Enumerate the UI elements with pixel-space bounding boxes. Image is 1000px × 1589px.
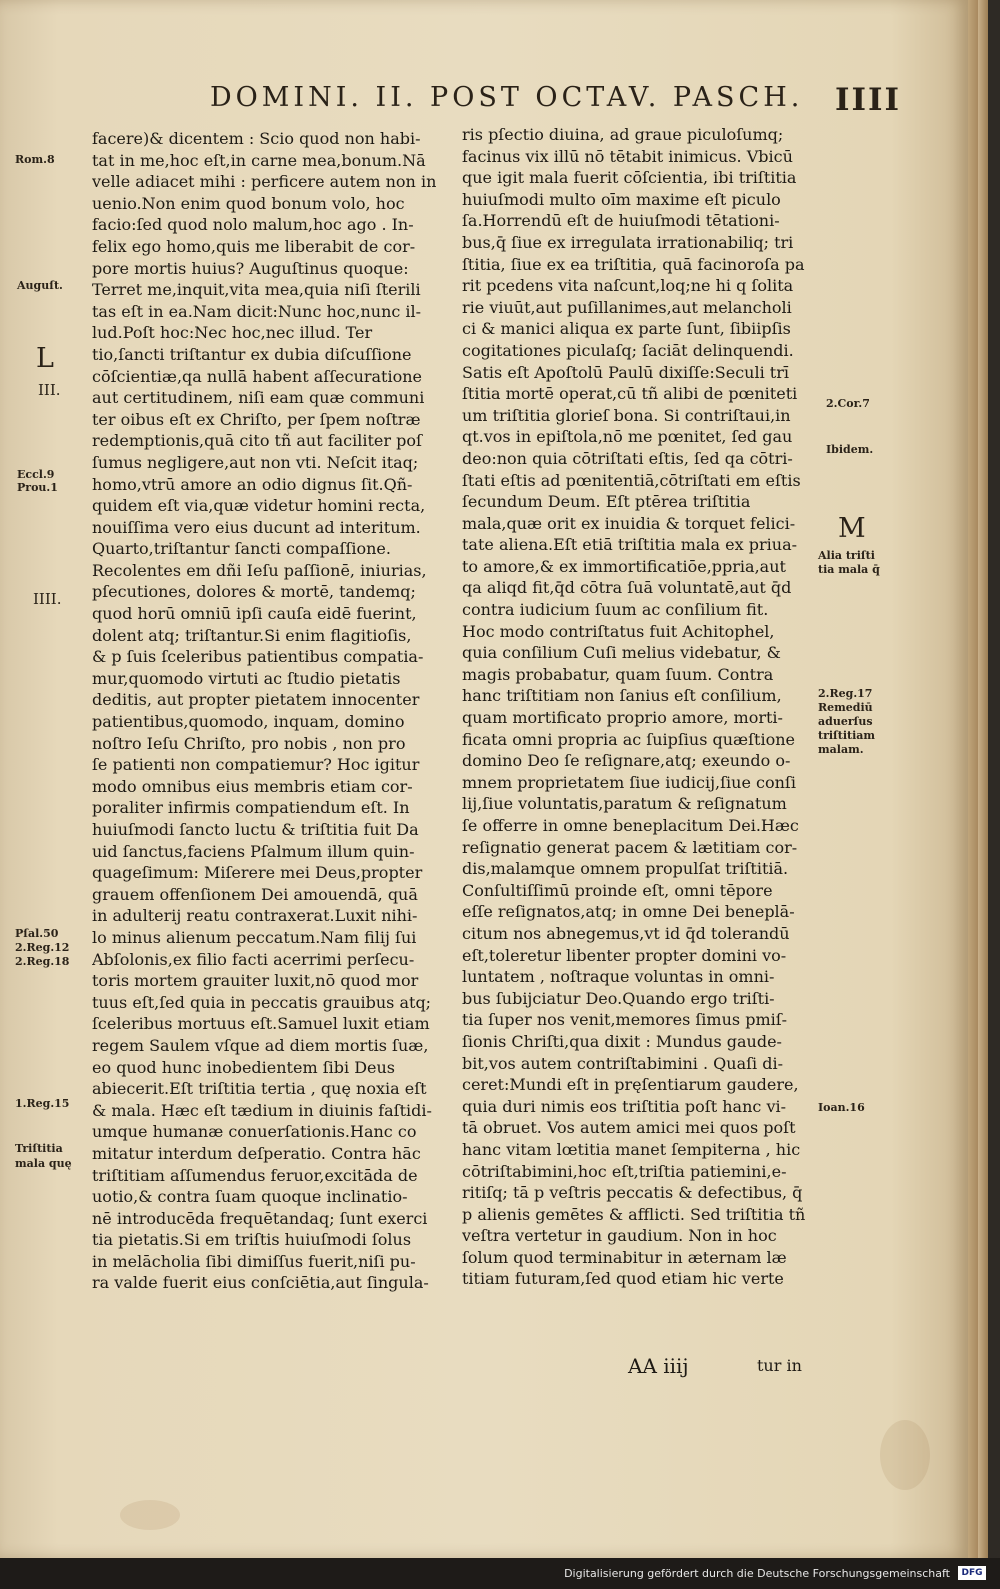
text-line: ci & manici aliqua ex parte ſunt, ſibiipſis (462, 319, 791, 339)
text-line: lo minus alienum peccatum.Nam filij ſui (92, 927, 417, 947)
text-line: Satis eſt Apoſtolū Paulū dixiſſe:Seculi trī (462, 362, 789, 382)
text-line: facere)& dicentem : Scio quod non habi- (92, 129, 421, 148)
text-line: que igit mala fuerit cōſcientia, ibi triſtitia (462, 168, 797, 188)
text-line: poraliter infirmis compatiendum eſt. In (92, 798, 410, 818)
text-line: tat in me,hoc eſt,in carne mea,bonum.Nā (92, 150, 426, 170)
text-line: bit,vos autem contriſtabimini . Quaſi di- (462, 1053, 784, 1073)
margin-note: 1.Reg.15 (15, 1097, 70, 1110)
text-line: mala,quæ orit ex inuidia & torquet felici- (462, 513, 796, 533)
text-line: pore mortis huius? Auguſtinus quoque: (92, 258, 409, 278)
text-line: dis,malamque omnem propulſat triſtitiā. (462, 859, 789, 879)
page-header (0, 82, 968, 122)
text-line: ſtitia, ſiue ex ea triſtitia, quā facinoroſa pa (462, 254, 805, 274)
text-line: veſtra vertetur in gaudium. Non in hoc (462, 1226, 777, 1246)
text-line: regem Saulem vſque ad diem mortis ſuæ, (92, 1035, 429, 1055)
text-line: eſſe reſignatos,atq; in omne Dei beneplā- (462, 902, 795, 922)
text-line: qa aliqd fit,q̄d cōtra ſuā voluntatē,aut q̄d (462, 578, 792, 598)
paper-stain (120, 1500, 180, 1530)
text-line: lij,ſiue voluntatis,paratum & reſignatum (462, 794, 787, 814)
text-line: quidem eſt via,quæ videtur homini recta, (92, 496, 426, 516)
text-line: bus,q̄ ſiue ex irregulata irrationabiliq; tri (462, 232, 794, 252)
text-line: grauem offenſionem Dei amouendā, quā (92, 884, 418, 904)
text-line: ſa.Horrendū eſt de huiuſmodi tētationi- (462, 211, 780, 231)
text-line: in adulterij reatu contraxerat.Luxit nihi- (92, 906, 418, 926)
page-edge (988, 0, 1000, 1558)
text-line: ritiſq; tā p veſtris peccatis & defectibus, q̄ (462, 1183, 803, 1203)
text-line: Conſultiſſimū proinde eſt, omni tēpore (462, 880, 773, 900)
margin-note: Eccl.9 (17, 468, 55, 481)
margin-note: mala quę (15, 1157, 72, 1170)
text-line: quia conſilium Cuſi melius videbatur, & (462, 643, 781, 663)
margin-note: 2.Reg.18 (15, 955, 70, 968)
text-line: ter oibus eſt ex Chriſto, per ſpem noſtræ (92, 409, 421, 429)
text-line: to amore,& ex immortificatiōe,ppria,aut (462, 556, 786, 576)
text-line: tate aliena.Eſt etiā triſtitia mala ex priua- (462, 535, 798, 555)
folio-number: IIII (835, 82, 902, 118)
text-line: ſtitia mortē operat,cū tñ alibi de pœniteti (462, 384, 798, 404)
text-line: mnem proprietatem ſiue iudicij,ſiue conſi (462, 772, 796, 792)
text-line: noſtro Ieſu Chriſto, pro nobis , non pro (92, 733, 406, 753)
text-line: quageſimum: Miſerere mei Deus,propter (92, 863, 423, 883)
text-line: & p ſuis ſceleribus patientibus compatia- (92, 647, 424, 667)
text-line: dolent atq; triſtantur.Si enim flagitioſis, (92, 625, 412, 645)
left-text-column (92, 128, 450, 1294)
text-line: & mala. Hæc eſt tædium in diuinis faſtidi- (92, 1100, 432, 1120)
text-line: ſolum quod terminabitur in æternam læ (462, 1247, 787, 1267)
text-line: luntatem , noſtraque voluntas in omni- (462, 967, 775, 987)
margin-note: Auguſt. (17, 279, 63, 292)
text-line: contra iudicium ſuum ac conſilium fit. (462, 600, 769, 620)
text-line: velle adiacet mihi : perficere autem non in (92, 172, 437, 192)
text-line: citum nos abnegemus,vt id q̄d tolerandū (462, 923, 790, 943)
text-line: nē introducēda frequētandaq; ſunt exerci (92, 1208, 428, 1228)
text-line: tia pietatis.Si em triſtis huiuſmodi ſolus (92, 1230, 412, 1250)
footer-credit: Digitalisierung gefördert durch die Deutsche Forschungsgemeinschaft (564, 1567, 950, 1580)
footer-bar (0, 1558, 1000, 1589)
margin-note: Prou.1 (17, 481, 58, 494)
section-number: IIII. (33, 590, 62, 608)
text-line: hanc vitam lœtitia manet ſempiterna , hic (462, 1139, 801, 1159)
margin-note: Ioan.16 (818, 1101, 865, 1114)
section-letter: L (36, 343, 54, 374)
text-line: cogitationes piculaſq; ſaciāt delinquendi. (462, 340, 794, 360)
text-line: rit pcedens vita naſcunt,loq;ne hi q ſolita (462, 276, 794, 296)
text-line: eſt,toleretur libenter propter domini vo- (462, 945, 787, 965)
text-line: tia ſuper nos venit,memores ſimus pmiſ- (462, 1010, 788, 1030)
text-line: aut certitudinem, niſi eam quæ communi (92, 388, 425, 408)
margin-note: Triſtitia (15, 1142, 63, 1155)
text-line: titiam futuram,ſed quod etiam hic verte (462, 1269, 784, 1289)
text-line: umque humanæ conuerſationis.Hanc co (92, 1122, 417, 1142)
text-line: homo,vtrū amore an odio dignus ſit.Qñ- (92, 474, 413, 494)
text-line: ceret:Mundi eſt in pręſentiarum gaudere, (462, 1075, 799, 1095)
text-line: Hoc modo contriſtatus fuit Achitophel, (462, 621, 775, 641)
text-line: magis probabatur, quam ſuum. Contra (462, 664, 774, 684)
dfg-logo: DFG (958, 1566, 986, 1580)
margin-note: aduerſus (818, 715, 873, 728)
text-line: uid ſanctus,faciens Pſalmum illum quin- (92, 841, 415, 861)
catchword: tur in (757, 1356, 802, 1375)
text-line: ſecundum Deum. Eſt ptērea triſtitia (462, 492, 751, 512)
text-line: facinus vix illū nō tētabit inimicus. Vbicū (462, 146, 793, 166)
text-line: modo omnibus eius membris etiam cor- (92, 776, 413, 796)
running-title: DOMINI. II. POST OCTAV. PASCH. (210, 82, 804, 113)
text-line: quia duri nimis eos triſtitia poſt hanc vi- (462, 1096, 786, 1116)
text-line: nouiſſima vero eius ducunt ad interitum. (92, 517, 421, 537)
margin-note: tia mala q̄ (818, 563, 880, 576)
text-line: cōſcientiæ,qa nullā habent aſſecuratione (92, 366, 423, 386)
text-line: ſceleribus mortuus eſt.Samuel luxit etiam (92, 1014, 430, 1034)
paper-stain (880, 1420, 930, 1490)
text-line: ſtati eſtis ad pœnitentiā,cōtriſtati em eſtis (462, 470, 801, 490)
text-line: redemptionis,quā cito tñ aut faciliter poſ (92, 431, 422, 451)
text-line: Quarto,triſtantur ſancti compaſſione. (92, 539, 391, 559)
text-line: qt.vos in epiſtola,nō me pœnitet, ſed gau (462, 427, 793, 447)
text-line: tā obruet. Vos autem amici mei quos poſt (462, 1118, 796, 1138)
text-line: um triſtitia glorieſ bona. Si contriſtaui,in (462, 405, 791, 425)
text-line: deditis, aut propter pietatem innocenter (92, 690, 420, 710)
margin-note: Ibidem. (826, 443, 874, 456)
text-line: cōtriſtabimini,hoc eſt,triſtia patiemini,e- (462, 1161, 787, 1181)
margin-note: Rom.8 (15, 153, 55, 166)
text-line: pſecutiones, dolores & mortē, tandemq; (92, 582, 416, 602)
text-line: ficata omni propria ac ſuipſius quæſtione (462, 729, 795, 749)
text-line: uotio,& contra ſuam quoque inclinatio- (92, 1187, 408, 1207)
text-line: reſignatio generat pacem & lætitiam cor- (462, 837, 798, 857)
text-line: tas eſt in ea.Nam dicit:Nunc hoc,nunc il- (92, 301, 422, 321)
margin-note: malam. (818, 743, 864, 756)
margin-note: 2.Cor.7 (826, 397, 870, 410)
text-line: bus ſubijciatur Deo.Quando ergo triſti- (462, 988, 775, 1008)
margin-note: 2.Reg.12 (15, 941, 70, 954)
text-line: tuus eſt,ſed quia in peccatis grauibus atq; (92, 992, 432, 1012)
text-line: abiecerit.Eſt triſtitia tertia , quę noxia eſt (92, 1079, 427, 1099)
text-line: domino Deo ſe reſignare,atq; exeundo o- (462, 751, 791, 771)
text-line: tio,ſancti triſtantur ex dubia diſcuſſione (92, 344, 412, 364)
text-line: deo:non quia cōtriſtati eſtis, ſed qa cōtri- (462, 448, 793, 468)
text-line: facio:ſed quod nolo malum,hoc ago . In- (92, 215, 414, 235)
text-line: patientibus,quomodo, inquam, domino (92, 712, 405, 732)
page-edge (978, 0, 988, 1558)
signature-mark: AA iiij (628, 1354, 689, 1378)
text-line: ris pſectio diuina, ad graue piculoſumq; (462, 125, 784, 144)
text-line: ſe offerre in omne beneplacitum Dei.Hæc (462, 816, 799, 835)
text-line: Terret me,inquit,vita mea,quia niſi ſterili (92, 280, 421, 300)
text-line: rie viuūt,aut puſillanimes,aut melancholi (462, 297, 792, 317)
margin-note: 2.Reg.17 (818, 687, 873, 700)
text-line: eo quod hunc inobedientem ſibi Deus (92, 1057, 396, 1077)
text-line: mur,quomodo virtuti ac ſtudio pietatis (92, 668, 401, 688)
section-letter: M (838, 513, 866, 544)
page-edge (968, 0, 978, 1558)
text-line: mitatur interdum deſperatio. Contra hāc (92, 1143, 421, 1163)
text-line: huiuſmodi multo oīm maxime eſt piculo (462, 189, 781, 209)
text-line: huiuſmodi ſancto luctu & triſtitia fuit Da (92, 820, 419, 839)
text-line: ſumus negligere,aut non vti. Neſcit itaq; (92, 452, 419, 472)
right-text-column (462, 124, 812, 1290)
text-line: felix ego homo,quis me liberabit de cor- (92, 236, 416, 256)
text-line: ra valde fuerit eius conſciētia,aut ſingula- (92, 1273, 429, 1293)
margin-note: Alia triſti (818, 549, 875, 562)
text-line: Abſolonis,ex filio facti acerrimi perſecu- (92, 949, 415, 969)
text-line: hanc triſtitiam non ſanius eſt conſilium, (462, 686, 782, 706)
text-line: p alienis gemētes & afflicti. Sed triſtitia tñ (462, 1204, 806, 1224)
text-line: quod horū omniū ipſi cauſa eidē fuerint, (92, 604, 417, 624)
margin-note: Pſal.50 (15, 927, 59, 940)
text-line: quam mortificato proprio amore, morti- (462, 708, 783, 728)
text-line: toris mortem grauiter luxit,nō quod mor (92, 971, 419, 991)
text-line: ſionis Chriſti,qua dixit : Mundus gaude- (462, 1031, 782, 1051)
text-line: lud.Poſt hoc:Nec hoc,nec illud. Ter (92, 323, 373, 343)
text-line: triſtitiam aſſumendus feruor,excitāda de (92, 1165, 418, 1185)
text-line: Recolentes em dñi Ieſu paſſionē, iniurias, (92, 560, 427, 580)
margin-note: Remediū (818, 701, 873, 714)
text-line: uenio.Non enim quod bonum volo, hoc (92, 193, 405, 213)
text-line: in melācholia ſibi dimiſſus fuerit,niſi pu- (92, 1251, 416, 1271)
margin-note: triſtitiam (818, 729, 876, 742)
text-line: ſe patienti non compatiemur? Hoc igitur (92, 755, 420, 775)
section-number: III. (38, 381, 61, 399)
